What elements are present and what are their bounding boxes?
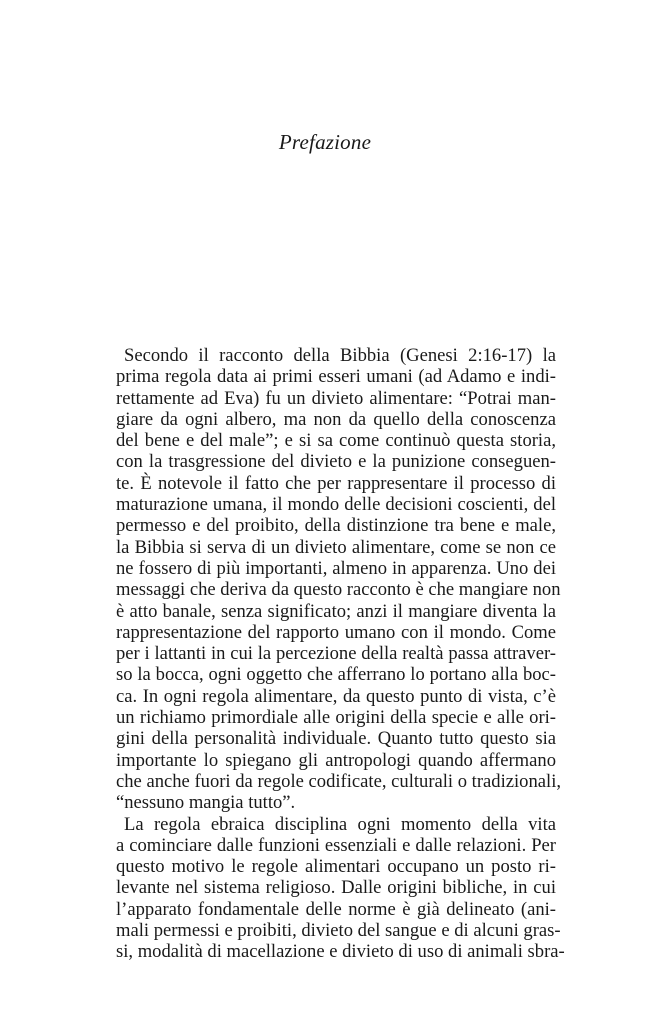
text-line: a cominciare dalle funzioni essenziali e dalle relazioni. Per	[116, 834, 556, 856]
text-line: so la bocca, ogni oggetto che afferrano lo portano alla boc-	[116, 664, 556, 686]
text-line: l’apparato fondamentale delle norme è già delineato (ani-	[116, 898, 556, 920]
text-line: per i lattanti in cui la percezione della realtà passa attraver-	[116, 643, 556, 665]
text-line: che anche fuori da regole codificate, culturali o tradizionali,	[116, 770, 562, 792]
text-line: maturazione umana, il mondo delle decisioni coscienti, del	[116, 494, 556, 516]
text-line: ne fossero di più importanti, almeno in apparenza. Uno dei	[116, 557, 556, 579]
text-line: La regola ebraica disciplina ogni momento della vita	[124, 813, 556, 835]
text-line: con la trasgressione del divieto e la punizione conseguen-	[116, 451, 556, 473]
text-line: prima regola data ai primi esseri umani (ad Adamo e indi-	[116, 366, 556, 388]
text-line: è atto banale, senza significato; anzi il mangiare diventa la	[116, 600, 556, 622]
text-line: si, modalità di macellazione e divieto di uso di animali sbra-	[116, 941, 565, 963]
text-line: permesso e del proibito, della distinzione tra bene e male,	[116, 515, 556, 537]
text-line: giare da ogni albero, ma non da quello della conoscenza	[116, 408, 556, 430]
body-text	[116, 345, 565, 963]
text-line: “nessuno mangia tutto”.	[116, 792, 296, 814]
text-line: Secondo il racconto della Bibbia (Genesi 2:16-17) la	[124, 345, 556, 366]
text-line: importante lo spiegano gli antropologi quando affermano	[116, 749, 556, 771]
text-line: rettamente ad Eva) fu un divieto alimentare: “Potrai man-	[116, 387, 556, 409]
text-line: la Bibbia si serva di un divieto alimentare, come se non ce	[116, 536, 556, 558]
text-line: questo motivo le regole alimentari occupano un posto ri-	[116, 856, 556, 878]
text-line: rappresentazione del rapporto umano con il mondo. Come	[116, 621, 556, 643]
text-line: te. È notevole il fatto che per rappresentare il processo di	[116, 472, 556, 494]
text-line: mali permessi e proibiti, divieto del sangue e di alcuni gras-	[116, 920, 561, 942]
text-line: del bene e del male”; e si sa come continuò questa storia,	[116, 430, 556, 452]
page-title: Prefazione	[278, 130, 372, 154]
text-line: un richiamo primordiale alle origini della specie e alle ori-	[116, 707, 556, 729]
text-line: messaggi che deriva da questo racconto è che mangiare non	[116, 579, 561, 601]
text-line: gini della personalità individuale. Quanto tutto questo sia	[116, 728, 556, 750]
text-line: ca. In ogni regola alimentare, da questo punto di vista, c’è	[116, 685, 556, 707]
text-line: levante nel sistema religioso. Dalle origini bibliche, in cui	[116, 877, 556, 899]
